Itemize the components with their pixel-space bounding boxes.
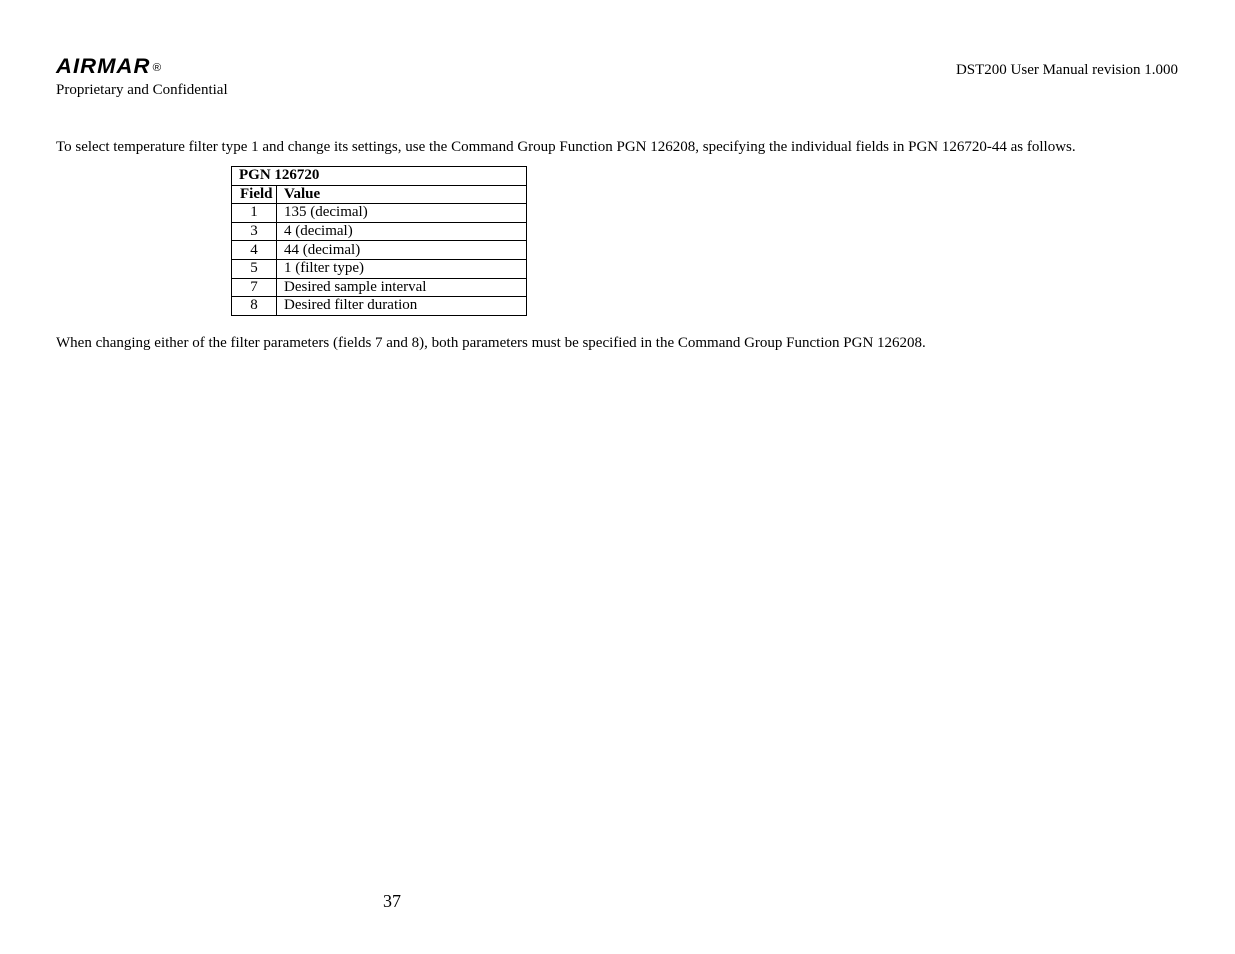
column-header-value: Value	[277, 185, 527, 204]
page-number: 37	[383, 891, 401, 911]
field-cell: 5	[232, 259, 277, 278]
document-title: DST200 User Manual revision 1.000	[955, 62, 1178, 78]
value-cell: 135 (decimal)	[277, 204, 527, 223]
field-cell: 1	[232, 204, 277, 223]
table-row	[232, 241, 527, 260]
pgn-table	[231, 166, 527, 316]
table-row	[232, 204, 527, 223]
confidentiality-note: Proprietary and Confidential	[56, 82, 228, 98]
field-cell: 4	[232, 241, 277, 260]
table-caption-row	[232, 167, 527, 186]
value-cell: 4 (decimal)	[277, 222, 527, 241]
airmar-logo	[56, 55, 162, 79]
value-cell: Desired sample interval	[277, 278, 527, 297]
table-row	[232, 297, 527, 316]
column-header-field: Field	[232, 185, 277, 204]
value-cell: Desired filter duration	[277, 297, 527, 316]
brand-name: AIRMAR	[56, 55, 151, 78]
field-cell: 3	[232, 222, 277, 241]
table-row	[232, 259, 527, 278]
value-cell: 1 (filter type)	[277, 259, 527, 278]
value-cell: 44 (decimal)	[277, 241, 527, 260]
table-row	[232, 278, 527, 297]
table-header-row	[232, 185, 527, 204]
note-paragraph: When changing either of the filter parameters (fields 7 and 8), both parameters must be specified in the Command Group Function PGN 126208.	[56, 335, 926, 351]
table-caption: PGN 126720	[232, 167, 527, 186]
registered-mark: ®	[152, 62, 163, 74]
field-cell: 8	[232, 297, 277, 316]
intro-paragraph: To select temperature filter type 1 and change its settings, use the Command Group Function PGN 126208, specifying the individual fields in PGN 126720-44 as follows.	[56, 139, 1076, 155]
table-row	[232, 222, 527, 241]
field-cell: 7	[232, 278, 277, 297]
